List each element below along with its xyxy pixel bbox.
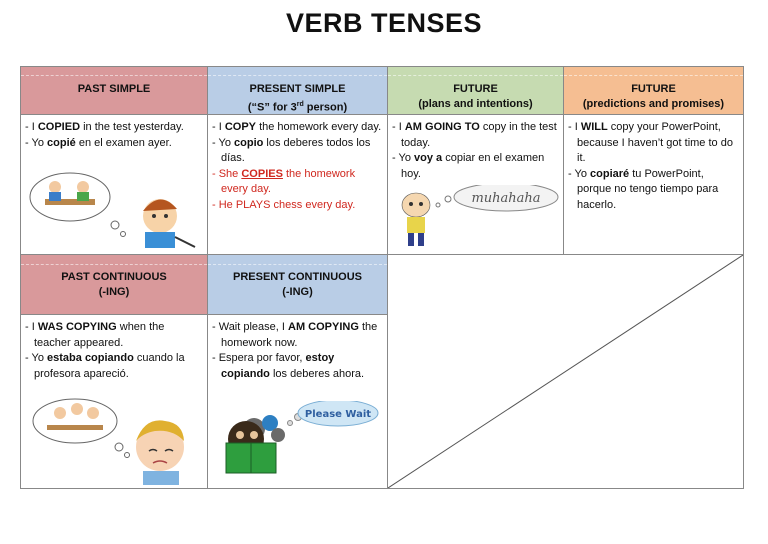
header-future-plans [388, 67, 564, 115]
header-present-simple-label: PRESENT SIMPLE [249, 83, 346, 95]
header-present-simple-note: (“S” for 3rd person) [247, 101, 348, 114]
example-es: - Espera por favor, estoy copiando los deberes ahora. [212, 352, 365, 380]
cell-future-predictions [564, 115, 743, 255]
header-present-continuous-label: PRESENT CONTINUOUS [233, 271, 362, 283]
cell-present-simple [208, 115, 388, 255]
header-past-simple-label: PAST SIMPLE [77, 83, 151, 95]
page-title: VERB TENSES [285, 8, 483, 38]
header-past-continuous-note: (-ING) [98, 286, 130, 298]
example-en: - I COPIED in the test yesterday. [25, 121, 184, 133]
please-wait-text: Please Wait [304, 409, 372, 420]
header-present-continuous [208, 255, 388, 315]
copying-students-illustration [25, 171, 205, 251]
header-future-predictions-note: (predictions and promises) [582, 98, 725, 110]
cell-present-continuous [208, 315, 388, 488]
example-en: - I WAS COPYING when the teacher appeared. [25, 321, 165, 349]
header-present-simple [208, 67, 388, 115]
header-present-continuous-note: (-ING) [282, 286, 313, 298]
cell-past-simple [21, 115, 208, 255]
please-wait-illustration [218, 401, 383, 481]
example-es: - Yo copiaré tu PowerPoint, porque no tengo tiempo para hacerlo. [568, 167, 719, 211]
tense-table [20, 66, 744, 489]
example-third-person-2: - He PLAYS chess every day. [212, 198, 356, 211]
header-past-simple [21, 67, 208, 115]
example-en: - I WILL copy your PowerPoint, because I haven’t got time to do it. [568, 121, 733, 164]
example-es: - Yo copié en el examen ayer. [25, 136, 172, 149]
example-third-person: - She COPIES the homework every day. [212, 167, 356, 195]
bubble-text: muhahaha [471, 191, 541, 206]
example-en: - Wait please, I AM COPYING the homework now. [212, 321, 378, 349]
cell-future-plans [388, 115, 564, 255]
example-es: - Yo voy a copiar en el examen hoy. [392, 152, 545, 180]
header-future-plans-note: (plans and intentions) [418, 98, 533, 110]
example-es: - Yo copio los deberes todos los días. [212, 136, 371, 164]
header-future-predictions [564, 67, 743, 115]
evil-baby-illustration [396, 185, 561, 251]
diagonal-line [388, 255, 743, 488]
cell-past-continuous [21, 315, 208, 488]
sad-boy-illustration [25, 395, 205, 485]
header-past-continuous-label: PAST CONTINUOUS [61, 271, 167, 283]
example-es: - Yo estaba copiando cuando la profesora apareció. [25, 352, 185, 380]
example-en: - I AM GOING TO copy in the test today. [392, 121, 557, 149]
header-future-predictions-label: FUTURE [631, 83, 676, 95]
header-past-continuous [21, 255, 208, 315]
header-future-plans-label: FUTURE [453, 83, 498, 95]
example-en: - I COPY the homework every day. [212, 121, 382, 133]
empty-cell [388, 255, 743, 488]
